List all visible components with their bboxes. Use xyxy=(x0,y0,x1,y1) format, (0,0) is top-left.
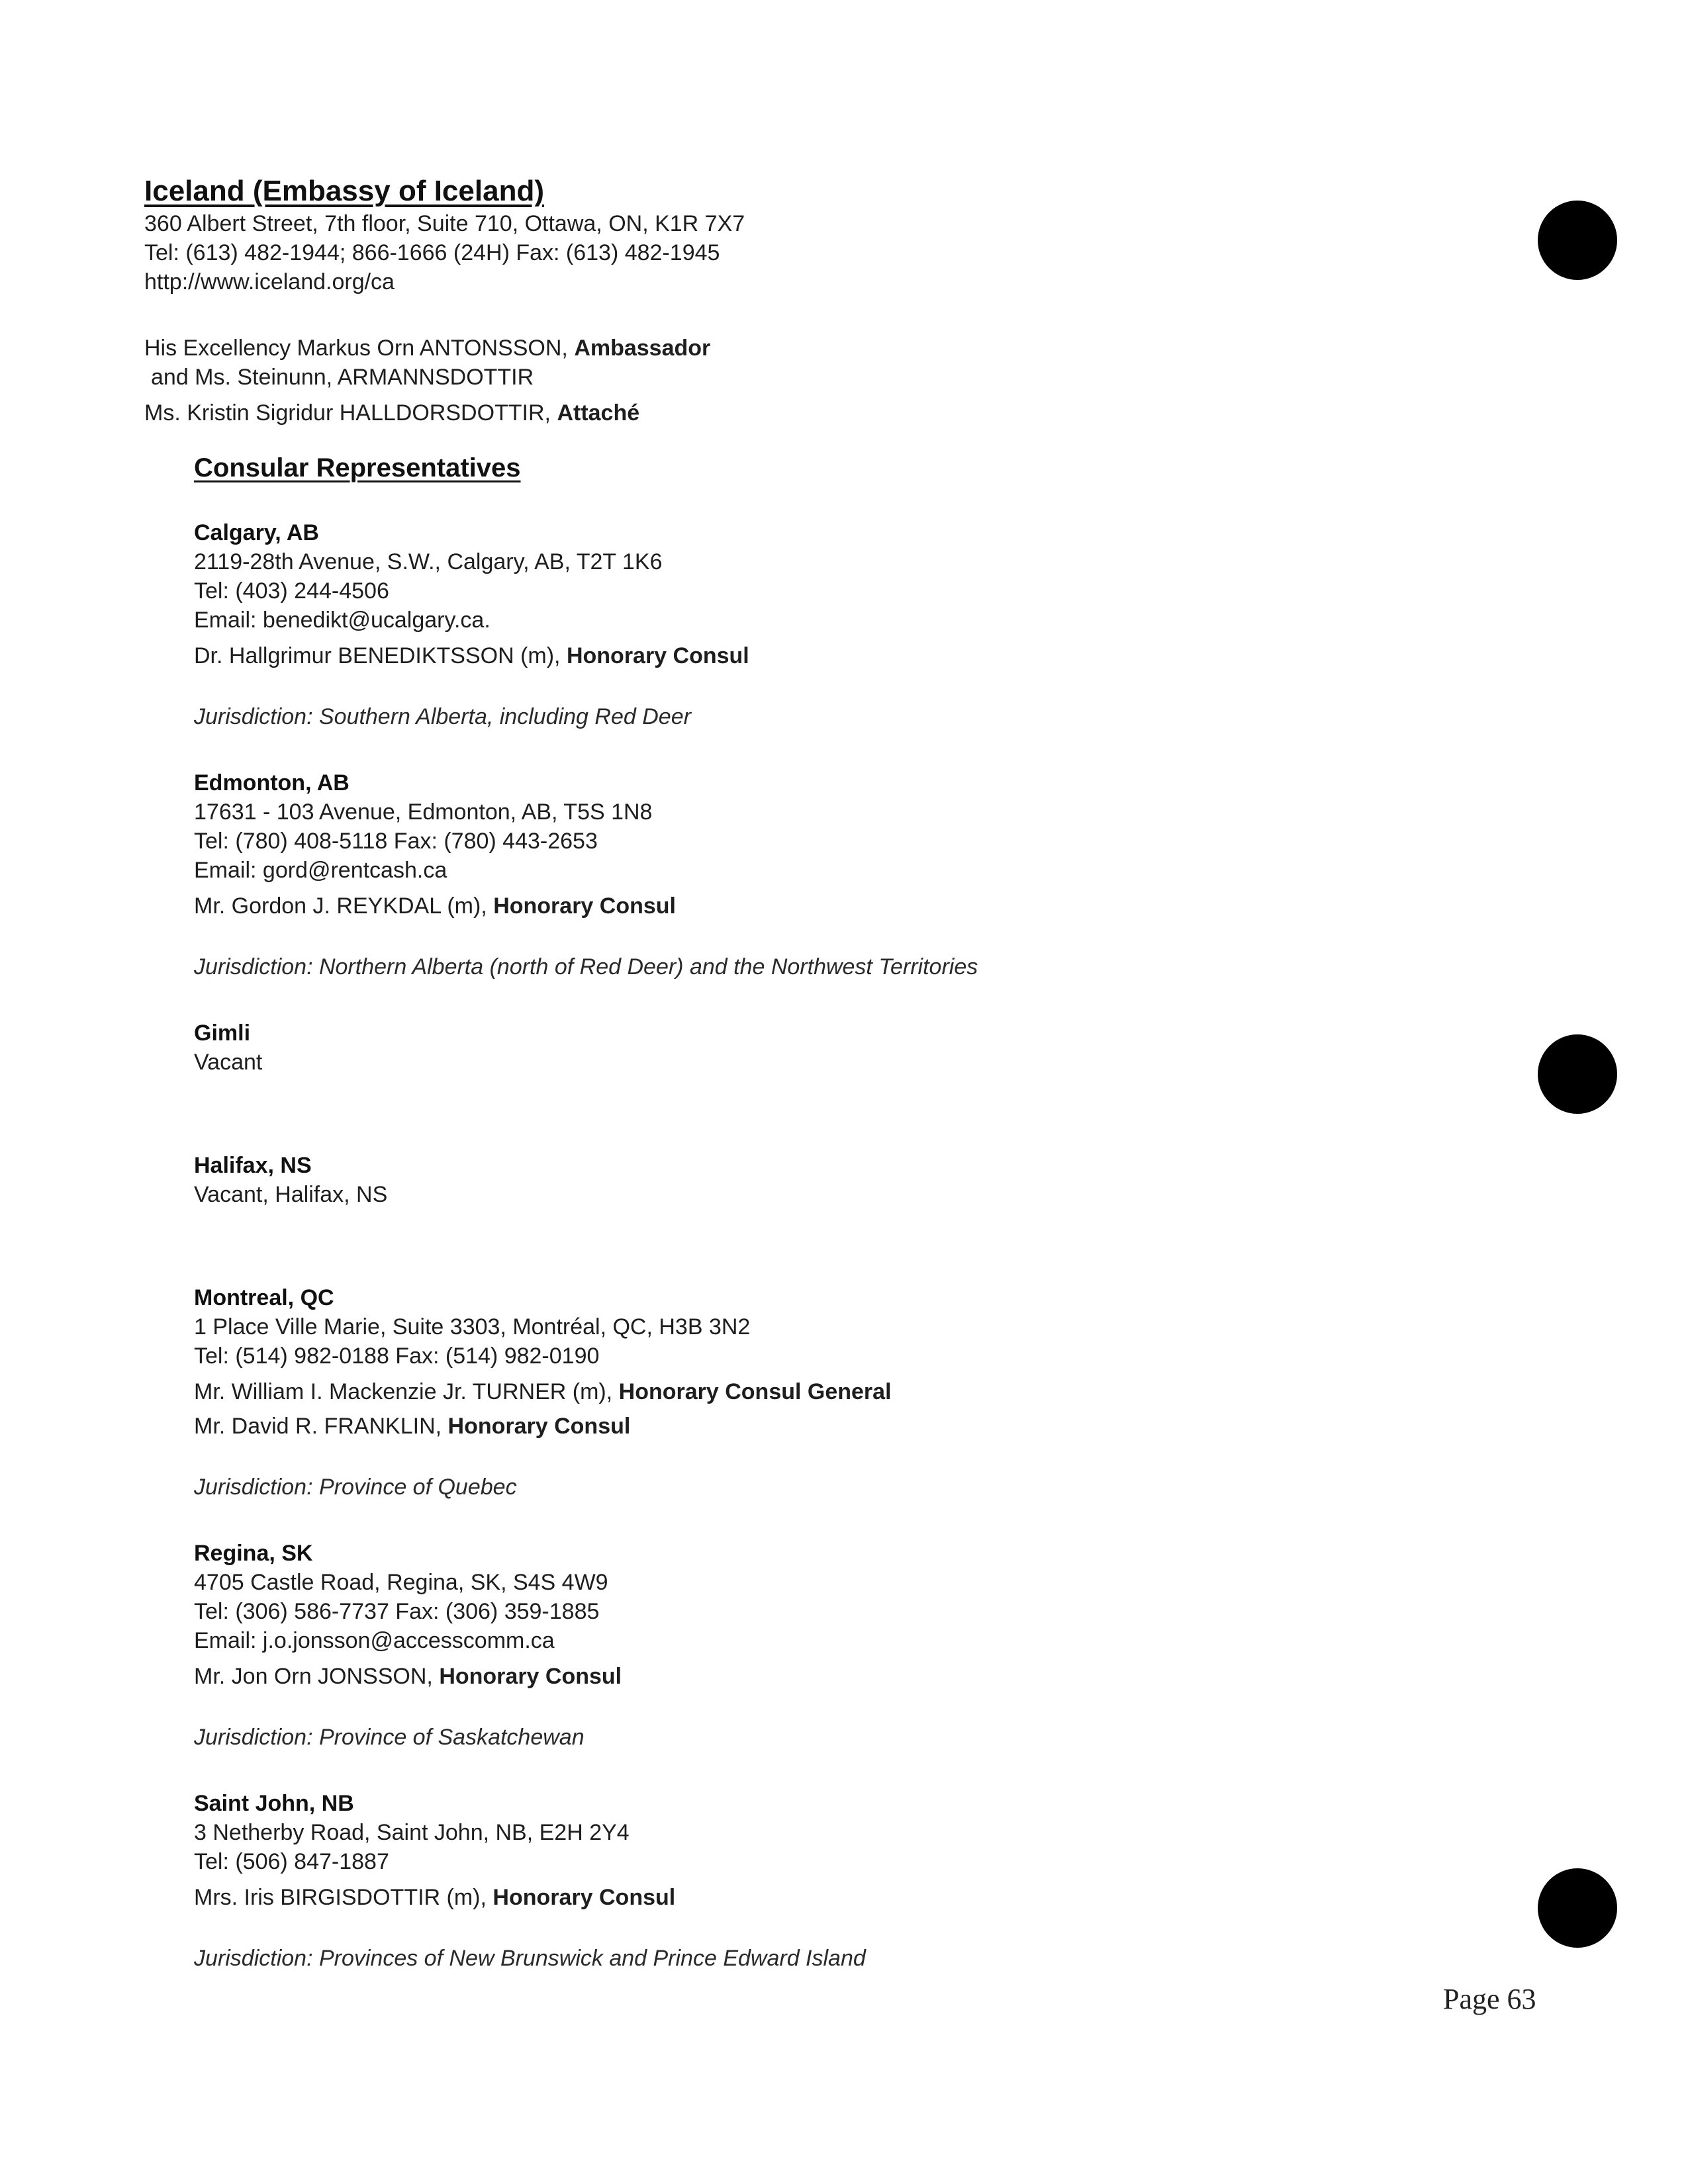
embassy-phone-fax: Tel: (613) 482-1944; 866-1666 (24H) Fax: (613) 482-1945 xyxy=(144,240,720,265)
office-person xyxy=(194,641,1452,670)
office-person xyxy=(194,1412,1452,1441)
office-montreal xyxy=(194,1283,1452,1502)
office-city: Regina, SK xyxy=(194,1541,313,1566)
consular-title: Consular Representatives xyxy=(194,453,521,482)
office-city: Calgary, AB xyxy=(194,520,319,545)
person-name: Mr. William I. Mackenzie Jr. TURNER (m), xyxy=(194,1379,619,1404)
office-jurisdiction: Jurisdiction: Province of Quebec xyxy=(194,1475,517,1500)
office-phone-fax: Tel: (780) 408-5118 Fax: (780) 443-2653 xyxy=(194,829,598,854)
embassy-title: Iceland (Embassy of Iceland) xyxy=(144,175,544,207)
person-role: Honorary Consul General xyxy=(618,1379,892,1404)
office-address: 2119-28th Avenue, S.W., Calgary, AB, T2T 1K6 xyxy=(194,549,663,574)
office-person xyxy=(194,1662,1452,1691)
embassy-address: 360 Albert Street, 7th floor, Suite 710, Ottawa, ON, K1R 7X7 xyxy=(144,211,745,236)
office-email: Email: benedikt@ucalgary.ca. xyxy=(194,608,491,633)
person-role: Honorary Consul xyxy=(492,1885,676,1910)
office-address: 17631 - 103 Avenue, Edmonton, AB, T5S 1N8 xyxy=(194,799,653,825)
staff-role: Attaché xyxy=(557,400,640,426)
person-role: Honorary Consul xyxy=(439,1664,622,1689)
office-jurisdiction: Jurisdiction: Province of Saskatchewan xyxy=(194,1725,585,1750)
office-address: 4705 Castle Road, Regina, SK, S4S 4W9 xyxy=(194,1570,608,1595)
embassy-section xyxy=(144,173,1402,428)
staff-spouse xyxy=(144,363,1402,392)
staff-role: Ambassador xyxy=(574,336,711,361)
person-role: Honorary Consul xyxy=(447,1414,631,1439)
office-city: Gimli xyxy=(194,1021,251,1046)
office-calgary xyxy=(194,518,1452,731)
office-city: Halifax, NS xyxy=(194,1153,312,1178)
office-gimli xyxy=(194,1019,1452,1077)
office-address: 1 Place Ville Marie, Suite 3303, Montréal, QC, H3B 3N2 xyxy=(194,1314,751,1340)
office-city: Edmonton, AB xyxy=(194,770,350,796)
office-phone: Tel: (403) 244-4506 xyxy=(194,578,389,604)
office-status: Vacant, Halifax, NS xyxy=(194,1182,388,1207)
office-saint-john xyxy=(194,1789,1452,1973)
punch-hole-bottom xyxy=(1538,1868,1617,1948)
office-jurisdiction: Jurisdiction: Southern Alberta, including Red Deer xyxy=(194,704,691,729)
office-phone: Tel: (506) 847-1887 xyxy=(194,1849,389,1874)
embassy-staff xyxy=(144,334,1402,428)
punch-hole-middle xyxy=(1538,1034,1617,1114)
office-city: Saint John, NB xyxy=(194,1791,354,1816)
staff-name: Ms. Kristin Sigridur HALLDORSDOTTIR, xyxy=(144,400,557,426)
consular-section xyxy=(194,451,1452,2010)
office-person xyxy=(194,891,1452,921)
person-name: Mr. Gordon J. REYKDAL (m), xyxy=(194,893,494,919)
office-edmonton xyxy=(194,768,1452,981)
office-status: Vacant xyxy=(194,1050,263,1075)
person-name: Mr. Jon Orn JONSSON, xyxy=(194,1664,440,1689)
person-name: Dr. Hallgrimur BENEDIKTSSON (m), xyxy=(194,643,567,668)
office-phone-fax: Tel: (514) 982-0188 Fax: (514) 982-0190 xyxy=(194,1343,600,1369)
office-jurisdiction: Jurisdiction: Northern Alberta (north of Red Deer) and the Northwest Territories xyxy=(194,954,978,979)
office-address: 3 Netherby Road, Saint John, NB, E2H 2Y4 xyxy=(194,1820,630,1845)
office-city: Montreal, QC xyxy=(194,1285,334,1310)
office-regina xyxy=(194,1539,1452,1752)
punch-hole-top xyxy=(1538,201,1617,280)
staff-attache xyxy=(144,398,1402,428)
embassy-website: http://www.iceland.org/ca xyxy=(144,269,395,295)
person-role: Honorary Consul xyxy=(566,643,749,668)
office-halifax xyxy=(194,1151,1452,1209)
office-person xyxy=(194,1377,1452,1406)
page-number: Page 63 xyxy=(1443,1983,1536,2015)
staff-name: His Excellency Markus Orn ANTONSSON, xyxy=(144,336,575,361)
office-email: Email: j.o.jonsson@accesscomm.ca xyxy=(194,1628,555,1653)
office-jurisdiction: Jurisdiction: Provinces of New Brunswick and Prince Edward Island xyxy=(194,1946,866,1971)
person-name: Mrs. Iris BIRGISDOTTIR (m), xyxy=(194,1885,493,1910)
staff-ambassador xyxy=(144,334,1402,363)
person-role: Honorary Consul xyxy=(493,893,676,919)
office-person xyxy=(194,1883,1452,1912)
staff-name: and Ms. Steinunn, ARMANNSDOTTIR xyxy=(151,365,534,390)
office-phone-fax: Tel: (306) 586-7737 Fax: (306) 359-1885 xyxy=(194,1599,600,1624)
person-name: Mr. David R. FRANKLIN, xyxy=(194,1414,448,1439)
office-email: Email: gord@rentcash.ca xyxy=(194,858,447,883)
